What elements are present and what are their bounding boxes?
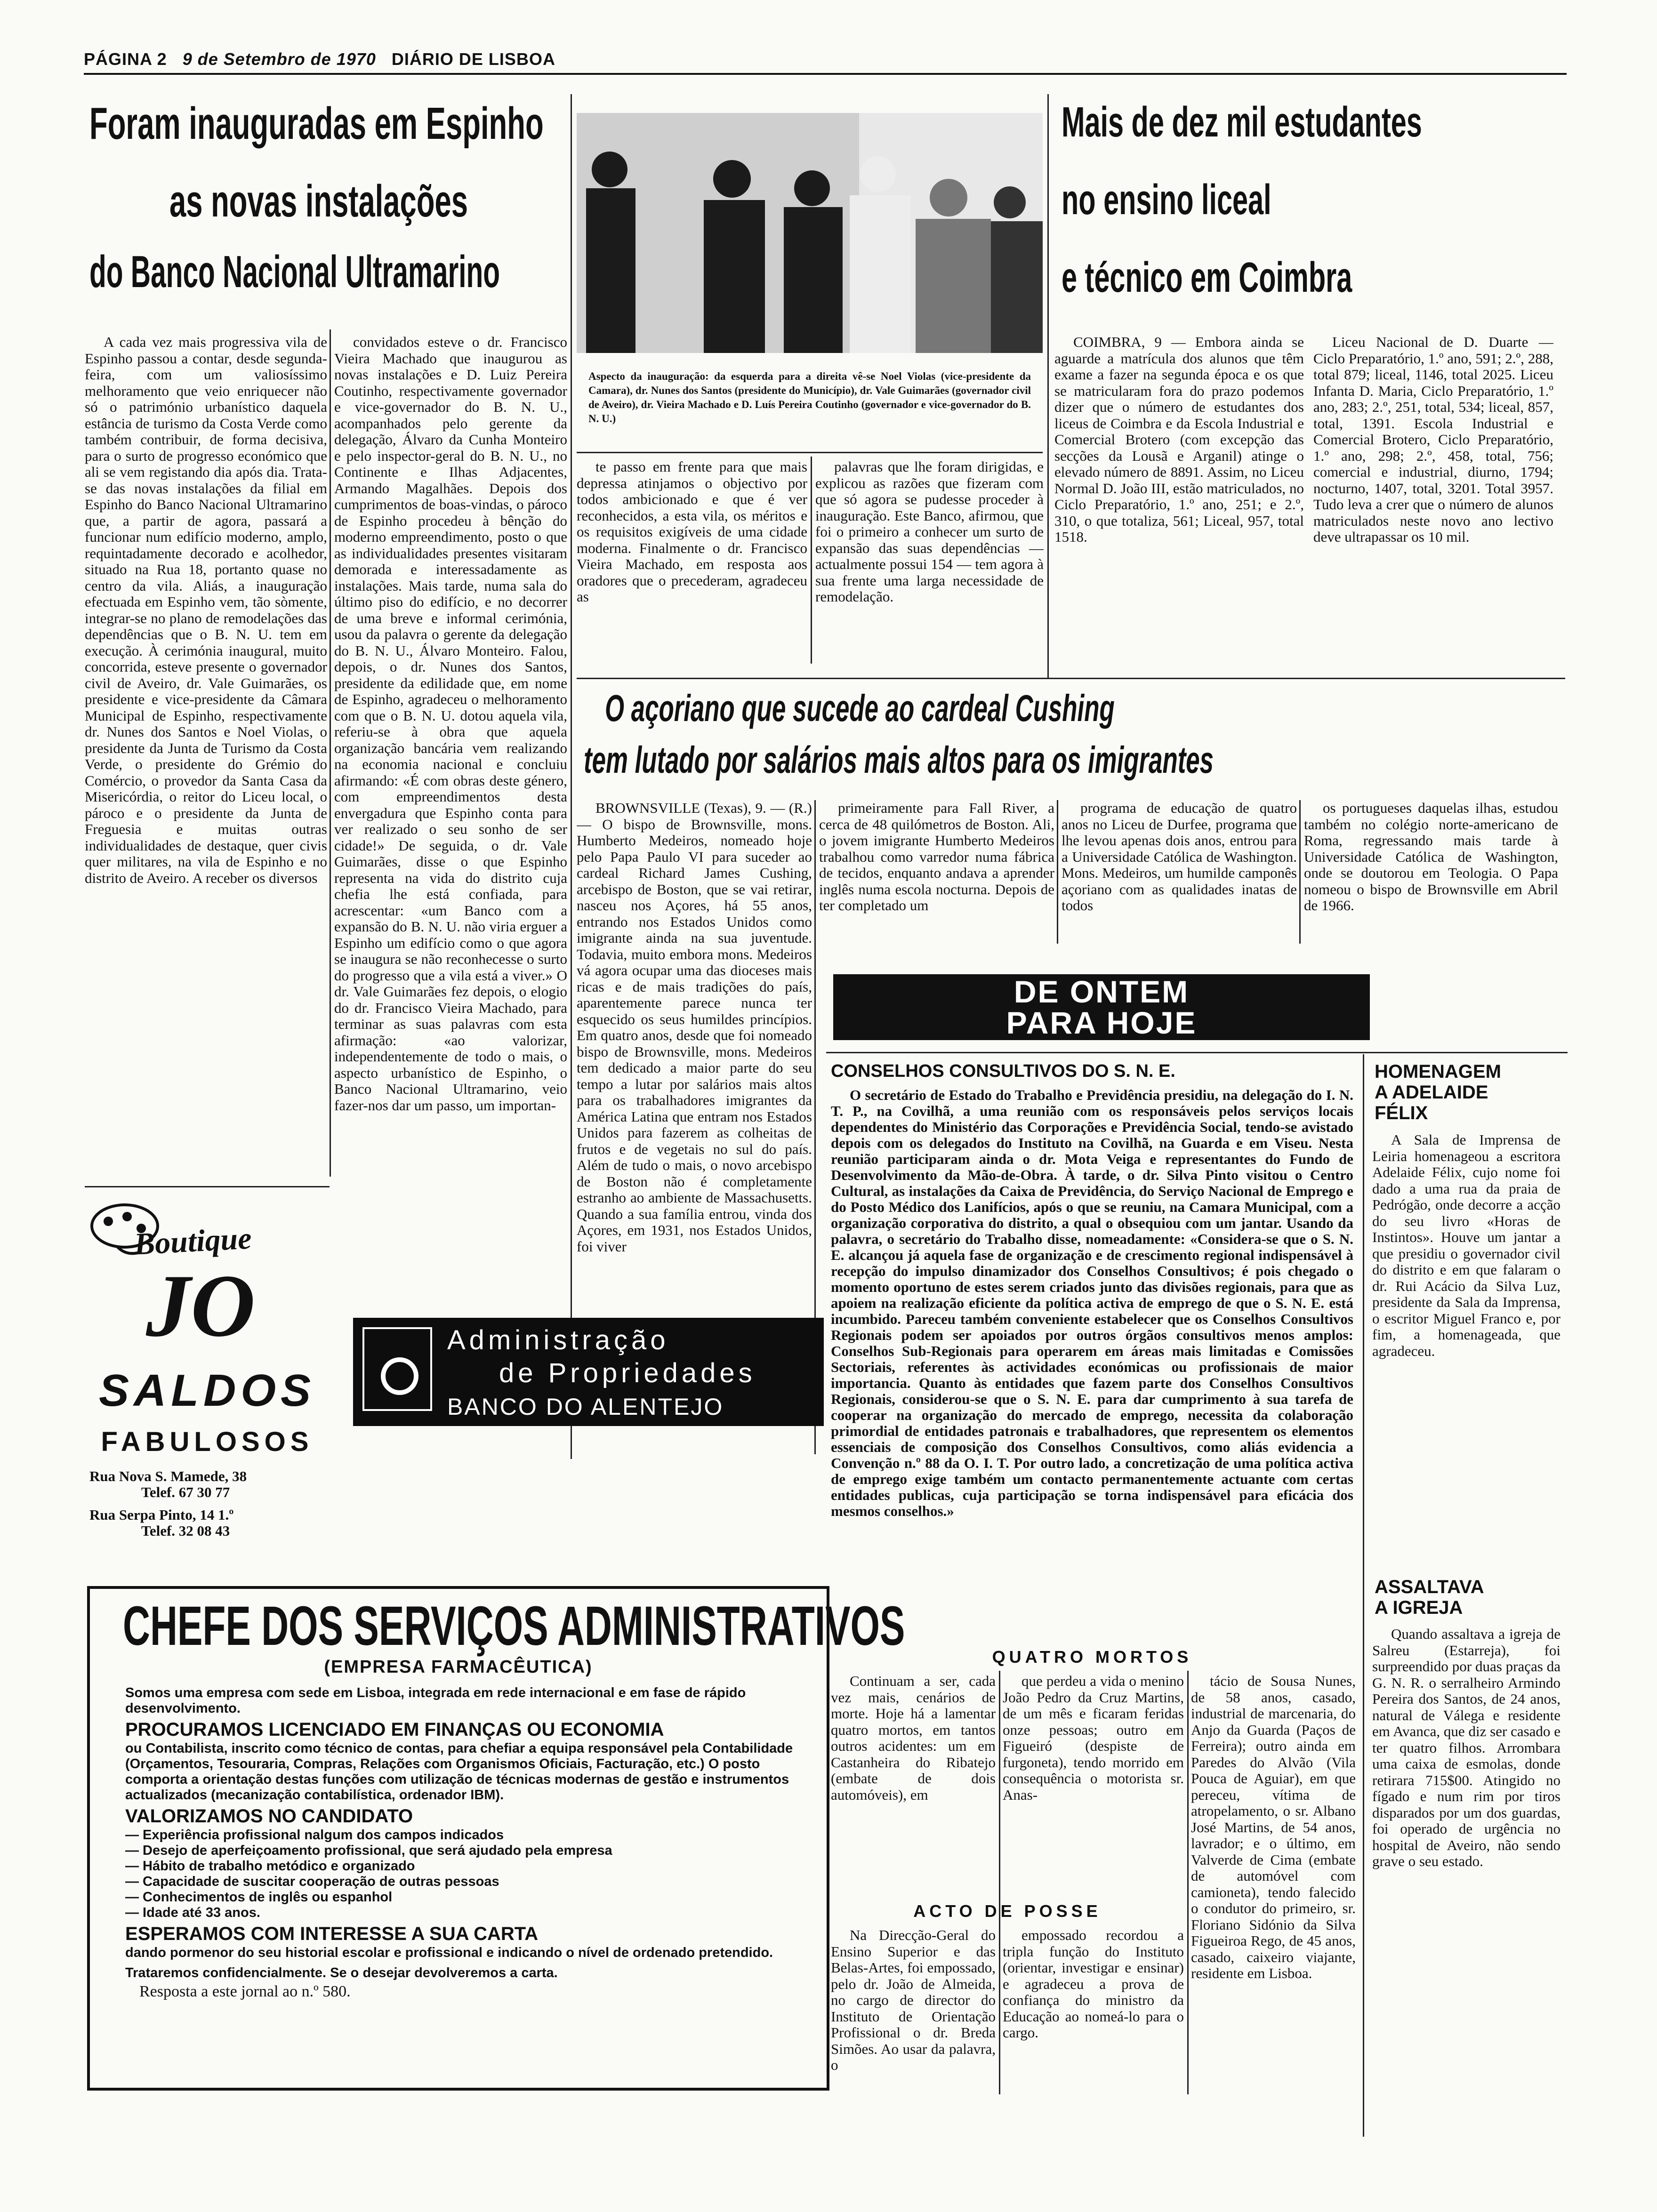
- column-rule: [1057, 800, 1058, 944]
- coimbra-col-2: Liceu Nacional de D. Duarte — Ciclo Preparatório, 1.º ano, 591; 2.º, 288, total 879; liceal, 1146, total 2025. Liceu Infanta D. Maria, Ciclo Preparatório, 1.º ano, 283; 2.º, 251, total, 534; liceal, 857, total, 1391. Escola Industrial e Comercial Brotero, Ciclo Preparatório, 1.º ano, 298; 2.º, 458, total, 756; comercial e industrial, diurno, 1794; nocturno, 1407, total, 3201. Total 3957. Tudo leva a crer que o número de alunos matriculados neste novo ano lectivo deve ultrapassar os 10 mil.: [1313, 334, 1553, 545]
- chefe-servicos-ad: [87, 1586, 905, 2091]
- column-rule: [1047, 94, 1049, 678]
- paper-name: DIÁRIO DE LISBOA: [391, 49, 555, 69]
- section-rule: [85, 1186, 330, 1187]
- photo-caption: Aspecto da inauguração: da esquerda para a direita vê-se Noel Violas (vice-presidente da Camara), dr. Nunes dos Santos (presidente do Município), dr. Vale Guimarães (governador civil de Aveiro), dr. Vieira Machado e D. Luís Pereira Coutinho (governador e vice-governador do B. N. U.): [588, 370, 1031, 425]
- acoriano-col-1: BROWNSVILLE (Texas), 9. — (R.) — O bispo de Brownsville, mons. Humberto Medeiros, nomeado hoje pelo Papa Paulo VI para suceder ao cardeal Richard James Cushing, arcebispo de Boston, que se vai retirar, nasceu nos Açores, há 55 anos, entrando nos Estados Unidos como imigrante ainda na sua juventude. Todavia, muito embora mons. Medeiros vá agora ocupar uma das dioceses mais ricas e de mais tradições do país, aparentemente parece nunca ter esquecido os seus humildes princípios. Em quatro anos, desde que foi nomeado bispo de Brownsville, mons. Medeiros tem dedicado a maior parte do seu tempo a lutar por salários mais altos para os trabalhadores imigrantes da América Latina que entram nos Estados Unidos para fazerem as colheitas de frutos e de vegetais no sul do país. Além de tudo o mais, o novo arcebispo de Boston não é completamente estranho ao ambiente de Massachusetts. Quando a sua família entrou, vinda dos Açores, em 1931, nos Estados Unidos, foi viver: [577, 800, 812, 1255]
- conselhos-title: CONSELHOS CONSULTIVOS DO S. N. E.: [831, 1061, 1175, 1081]
- banner-line-1: DE ONTEM: [1014, 974, 1190, 1009]
- coimbra-col-1: COIMBRA, 9 — Embora ainda se aguarde a matrícula dos alunos que têm exame a fazer na segunda época e os que se matricularam fora do prazo podemos dizer que o número de estudantes dos liceus de Coimbra e da Escola Industrial e Comercial Brotero (com excepção das secções da Lousã e Arganil) atinge o elevado número de 8891. Assim, no Liceu Normal D. João III, estão matriculados, no Ciclo Preparatório, 1.º ano, 251; e 2.º, 310, o que totaliza, 561; Liceal, 957, total 1518.: [1054, 334, 1304, 545]
- boutique-name: Boutique: [133, 1221, 253, 1262]
- coimbra-headline-2: no ensino liceal: [1062, 176, 1271, 224]
- page-header: [84, 49, 555, 69]
- acto-col-1: Na Direcção-Geral do Ensino Superior e das Belas-Artes, foi empossado, pelo dr. João de Almeida, no cargo de director do Instituto de Orientação Profissional o dr. Breda Simões. Ao usar da palavra, o: [831, 1927, 996, 2073]
- quatro-col-2: que perdeu a vida o menino João Pedro da Cruz Martins, de um mês e ficaram feridas onze pessoas; outro em Figueiró (despiste de furgoneta), tendo morrido em consequência o motorista sr. Anas-: [1003, 1673, 1184, 1803]
- column-rule: [811, 457, 812, 664]
- espinho-headline-1: Foram inauguradas em Espinho: [89, 98, 544, 149]
- coimbra-headline-3: e técnico em Coimbra: [1062, 254, 1352, 301]
- column-rule: [571, 94, 572, 1459]
- column-rule: [330, 329, 331, 1177]
- acoriano-col-3: programa de educação de quatro anos no Liceu de Durfee, programa que lhe levou apenas dois anos, entrou para a Universidade Católica de Washington. Mons. Medeiros, um humilde camponês açoriano com as qualidades inatas de todos: [1062, 800, 1297, 914]
- column-rule: [1299, 800, 1301, 944]
- coimbra-headline-1: Mais de dez mil estudantes: [1062, 99, 1422, 146]
- homenagem-title: HOMENAGEM A ADELAIDE FÉLIX: [1375, 1061, 1501, 1123]
- boutique-address: Rua Nova S. Mamede, 38 Telef. 67 30 77 Rua Serpa Pinto, 14 1.º Telef. 32 08 43: [89, 1468, 247, 1539]
- banner-line-2: PARA HOJE: [1006, 1005, 1197, 1040]
- banco-logo-icon: [362, 1327, 432, 1411]
- espinho-col-4: palavras que lhe foram dirigidas, e explicou as razões que fizeram com que só agora se pudesse proceder à inauguração. Este Banco, afirmou, que foi o primeiro a conhecer um surto de expansão das suas dependências — actualmente possui 154 — tem agora à sua frente uma larga necessidade de remodelação.: [815, 459, 1044, 605]
- quatro-mortos-title: QUATRO MORTOS: [992, 1647, 1192, 1667]
- section-rule: [577, 452, 1043, 453]
- espinho-col-3: te passo em frente para que mais depressa atinjamos o objectivo por todos ambicionado e que é ver reconhecidos, a esta vila, os méritos e os requisitos exigíveis de uma cidade moderna. Finalmente o dr. Francisco Vieira Machado, em resposta aos oradores que o precederam, agradeceu as: [577, 459, 807, 605]
- acoriano-col-4: os portugueses daquelas ilhas, estudou também no colégio norte-americano de Roma, regressando mais tarde à Universidade Católica de Washington, onde se doutorou em Teologia. O Papa nomeou o bispo de Brownsville em Abril de 1966.: [1304, 800, 1558, 914]
- quatro-col-1: Continuam a ser, cada vez mais, cenários de morte. Hoje há a lamentar quatro mortos, em tantos outros acidentes: um em Castanheira do Ribatejo (embate de dois automóveis), em: [831, 1673, 996, 1803]
- section-rule: [826, 1052, 1568, 1053]
- column-rule: [999, 1671, 1000, 2094]
- banco-line-3: BANCO DO ALENTEJO: [447, 1394, 724, 1420]
- assaltava-body: Quando assaltava a igreja de Salreu (Estarreja), foi surpreendido por duas praças da G. N. R. o serralheiro Armindo Pereira dos Santos, de 24 anos, natural de Válega e residente em Avanca, que diz ser casado e ter quatro filhos. Arrombara uma caixa de esmolas, donde retirara 715$00. Atingido no fígado e num rim por tiros disparados por um dos guardas, foi operado de urgência no hospital de Aveiro, não sendo grave o seu estado.: [1372, 1626, 1560, 1869]
- fabulosos-text: FABULOSOS: [101, 1427, 314, 1457]
- chefe-subtitle: (EMPRESA FARMACÊUTICA): [324, 1657, 593, 1677]
- conselhos-body: O secretário de Estado do Trabalho e Previdência presidiu, na delegação do I. N. T. P., na Covilhã, a uma reunião com os responsáveis pelos serviços locais dependentes do Ministério das Corporações e Previdência Social, tendo-se avistado depois com os delegados do Instituto na Covilhã, na Guarda e em Viseu. Nesta reunião participaram ainda o dr. Mota Veiga e representantes do Fundo de Desenvolvimento da Mão-de-Obra. À tarde, o dr. Silva Pinto visitou o Centro Cultural, as instalações da Caixa de Previdência, do Serviço Nacional de Emprego e do Posto Médico dos Lanifícios, após o que se reuniu, na Camara Municipal, com a organização corporativa do distrito, a qual o obsequiou com um jantar. Usando da palavra, o secretário do Trabalho disse, nomeadamente: «Considera-se que o S. N. E. alcançou já aquela fase de organização e de crescimento regional indispensável à recepção do impulso dinamizador dos Conselhos Consultivos; é pois chegado o momento oportuno de estes serem criados junto das divisões regionais, para que as apoiem na realização eficiente da política activa de emprego de que o S. N. E. está incumbido. Pareceu também conveniente estabelecer que os Conselhos Consultivos Regionais podem ser apoiados por outros órgãos consultivos menos amplos: Conselhos Sub-Regionais para operarem em áreas mais limitadas e Comissões Sectoriais, referentes às actividades económicas ou profissionais de maior importancia. Quanto às entidades que fazem parte dos Conselhos Consultivos Regionais, considerou-se que o S. N. E. para dar cumprimento à sua tarefa de cooperar na organização do mercado de emprego, necessita da colaboração primordial de entidades patronais e trabalhadores, que representem os elementos essenciais de composição dos Conselhos Consultivos, como aliás evidencia a Convenção n.º 88 da O. I. T. Por outro lado, a concretização de uma política activa de emprego exige também um contacto permanentemente actuante com certas entidades publicas, cuja participação se torna indispensável para eficácia dos mesmos conselhos.»: [831, 1087, 1353, 1519]
- acoriano-col-2: primeiramente para Fall River, a cerca de 48 quilómetros de Boston. Ali, o jovem imigrante Humberto Medeiros trabalhou como varredor numa fábrica de tecidos, enquanto andava a aprender inglês numa escola nocturna. Depois de ter completado um: [819, 800, 1054, 914]
- boutique-letter: JO: [146, 1257, 256, 1355]
- espinho-headline-3: do Banco Nacional Ultramarino: [89, 247, 500, 297]
- boutique-ad: [89, 1195, 330, 1572]
- acto-col-2: empossado recordou a tripla função do Instituto (orientar, investigar e ensinar) e agradeceu a prova de confiança do ministro da Educação ao nomeá-lo para o cargo.: [1003, 1927, 1184, 2041]
- espinho-col-1: A cada vez mais progressiva vila de Espinho passou a contar, desde segunda-feira, com um valiosíssimo melhoramento que veio enriquecer não só o património urbanístico daquela estância de turismo da Costa Verde como também contribuir, de forma decisiva, para o surto de progresso económico que ali se vem registando dia após dia. Trata-se das novas instalações da filial em Espinho do Banco Nacional Ultramarino que, a partir de agora, passará a funcionar num edifício moderno, amplo, requintadamente decorado e acolhedor, situado na Rua 18, portanto quase no centro da vila. Aliás, a inauguração efectuada em Espinho vem, tão sòmente, integrar-se no plano de remodelações das dependências que o B. N. U. tem em execução. À cerimónia inaugural, muito concorrida, esteve presente o governador civil de Aveiro, dr. Vale Guimarães, os presidente e vice-presidente da Câmara Municipal de Espinho, respectivamente dr. Nunes dos Santos e Noel Violas, o presidente da Junta de Turismo da Costa Verde, o presidente do Grémio do Comércio, o provedor da Santa Casa da Misericórdia, o reitor do Liceu local, o pároco e o presidente da Junta de Freguesia e muitas outras individualidades de destaque, quer civis quer militares, na vila de Espinho e no distrito de Aveiro. A receber os diversos: [85, 334, 327, 886]
- page-number: PÁGINA 2: [84, 49, 167, 69]
- inauguration-photo: [577, 113, 1043, 353]
- banco-alentejo-ad: [353, 1318, 824, 1426]
- homenagem-body: A Sala de Imprensa de Leiria homenageou a escritora Adelaide Félix, cujo nome foi dado a uma rua da praia de Pedrógão, onde decorre a acção do seu livro «Horas de Instintos». Houve um jantar a que presidiu o governador civil do distrito e em que falaram o dr. Rui Acácio da Silva Luz, presidente da Sala da Imprensa, o escritor Miguel Franco e, por fim, a homenageada, que agradeceu.: [1372, 1132, 1560, 1359]
- header-rule: [84, 73, 1567, 75]
- espinho-col-2: convidados esteve o dr. Francisco Vieira Machado que inaugurou as novas instalações e D. Luiz Pereira Coutinho, respectivamente governador e vice-governador do B. N. U., acompanhados pelo gerente da delegação, Álvaro da Cunha Monteiro e pelo inspector-geral do B. N. U., no Continente e Ilhas Adjacentes, Armando Magalhães. Depois dos cumprimentos de boas-vindas, o pároco de Espinho procedeu à bênção do moderno empreendimento, posto o que as individualidades presentes visitaram demorada e interessadamente as instalações. Mais tarde, numa sala do último piso do edifício, e no decorrer de uma breve e informal cerimónia, usou da palavra o gerente da delegação do B. N. U., Álvaro Monteiro. Falou, depois, o dr. Nunes dos Santos, presidente da edilidade que, em nome de Espinho, agradeceu o melhoramento com que o B. N. U. dotou aquela vila, referiu-se à obra que aquela organização bancária vem realizando na economia nacional e concluiu afirmando: «É com obras deste género, com empreendimentos desta envergadura que Espinho conta para ver realizado o seu sonho de ser cidade!» De seguida, o dr. Vale Guimarães, disse o que Espinho representa na vida do distrito cuja chefia lhe está confiada, para acrescentar: «um Banco com a expansão do B. N. U. não viria erguer a Espinho um edifício como o que agora se inaugura se não reconhecesse o surto do progresso que a vila está a viver.» O dr. Vale Guimarães fez depois, o elogio do dr. Francisco Vieira Machado, para terminar as suas palavras com esta afirmação: «ao valorizar, independentemente de todo o mais, o aspecto urbanístico de Espinho, o Banco Nacional Ultramarino, veio fazer-nos dar um passo, um importan-: [334, 334, 567, 1114]
- chefe-body: Somos uma empresa com sede em Lisboa, integrada em rede internacional e em fase de rápido desenvolvimento. PROCURAMOS LICENCIADO EM FINANÇAS OU ECONOMIA ou Contabilista, inscrito como técnico de contas, para chefiar a equipa responsável pela Contabilidade (Orçamentos, Tesouraria, Compras, Relações com Organismos Oficiais, Facturação, etc.) O posto comporta a orientação destas funções com utilização de técnicas modernas de gestão e instrumentos actualizados (mecanização contabilística, ordenador IBM). VALORIZAMOS NO CANDIDATO — Experiência profissional nalgum dos campos indicados — Desejo de aperfeiçoamento profissional, que será ajudado pela empresa — Hábito de trabalho metódico e organizado — Capacidade de suscitar cooperação de outras pessoas — Conhecimentos de inglês ou espanhol — Idade até 33 anos. ESPERAMOS COM INTERESSE A SUA CARTA dando pormenor do seu historial escolar e profissional e indicando o nível de ordenado pretendido. Trataremos confidencialmente. Se o desejar devolveremos a carta. Resposta a este jornal ao n.º 580.: [125, 1685, 793, 2000]
- photo-people-icon: [577, 113, 1043, 353]
- chefe-title: CHEFE DOS SERVIÇOS ADMINISTRATIVOS: [123, 1595, 905, 1657]
- banco-line-2: de Propriedades: [499, 1358, 756, 1388]
- assaltava-title: ASSALTAVA A IGREJA: [1375, 1577, 1484, 1618]
- de-ontem-banner: [833, 974, 1370, 1040]
- saldos-text: SALDOS: [98, 1365, 316, 1416]
- banco-line-1: Administração: [447, 1325, 669, 1355]
- section-rule: [577, 678, 1565, 679]
- page-date: 9 de Setembro de 1970: [182, 49, 376, 69]
- acoriano-headline-1: O açoriano que sucede ao cardeal Cushing: [605, 687, 1115, 729]
- column-rule: [1363, 1054, 1364, 2137]
- espinho-headline-2: as novas instalações: [169, 176, 468, 226]
- acoriano-headline-2: tem lutado por salários mais altos para os imigrantes: [584, 739, 1214, 781]
- column-rule: [1187, 1671, 1189, 2094]
- quatro-col-3: tácio de Sousa Nunes, de 58 anos, casado, industrial de marcenaria, do Anjo da Guarda (Paços de Ferreira); outro ainda em Paredes do Alvão (Vila Pouca de Aguiar), em que pereceu, vítima de atropelamento, o sr. Albano José Martins, de 54 anos, lavrador; e o último, em Valverde de Cima (embate de automóvel com camioneta), tendo falecido o condutor do primeiro, sr. Floriano Sidónio da Silva Figueiroa Rego, de 45 anos, casado, caixeiro viajante, residente em Lisboa.: [1191, 1673, 1356, 1981]
- acto-posse-title: ACTO DE POSSE: [913, 1901, 1102, 1921]
